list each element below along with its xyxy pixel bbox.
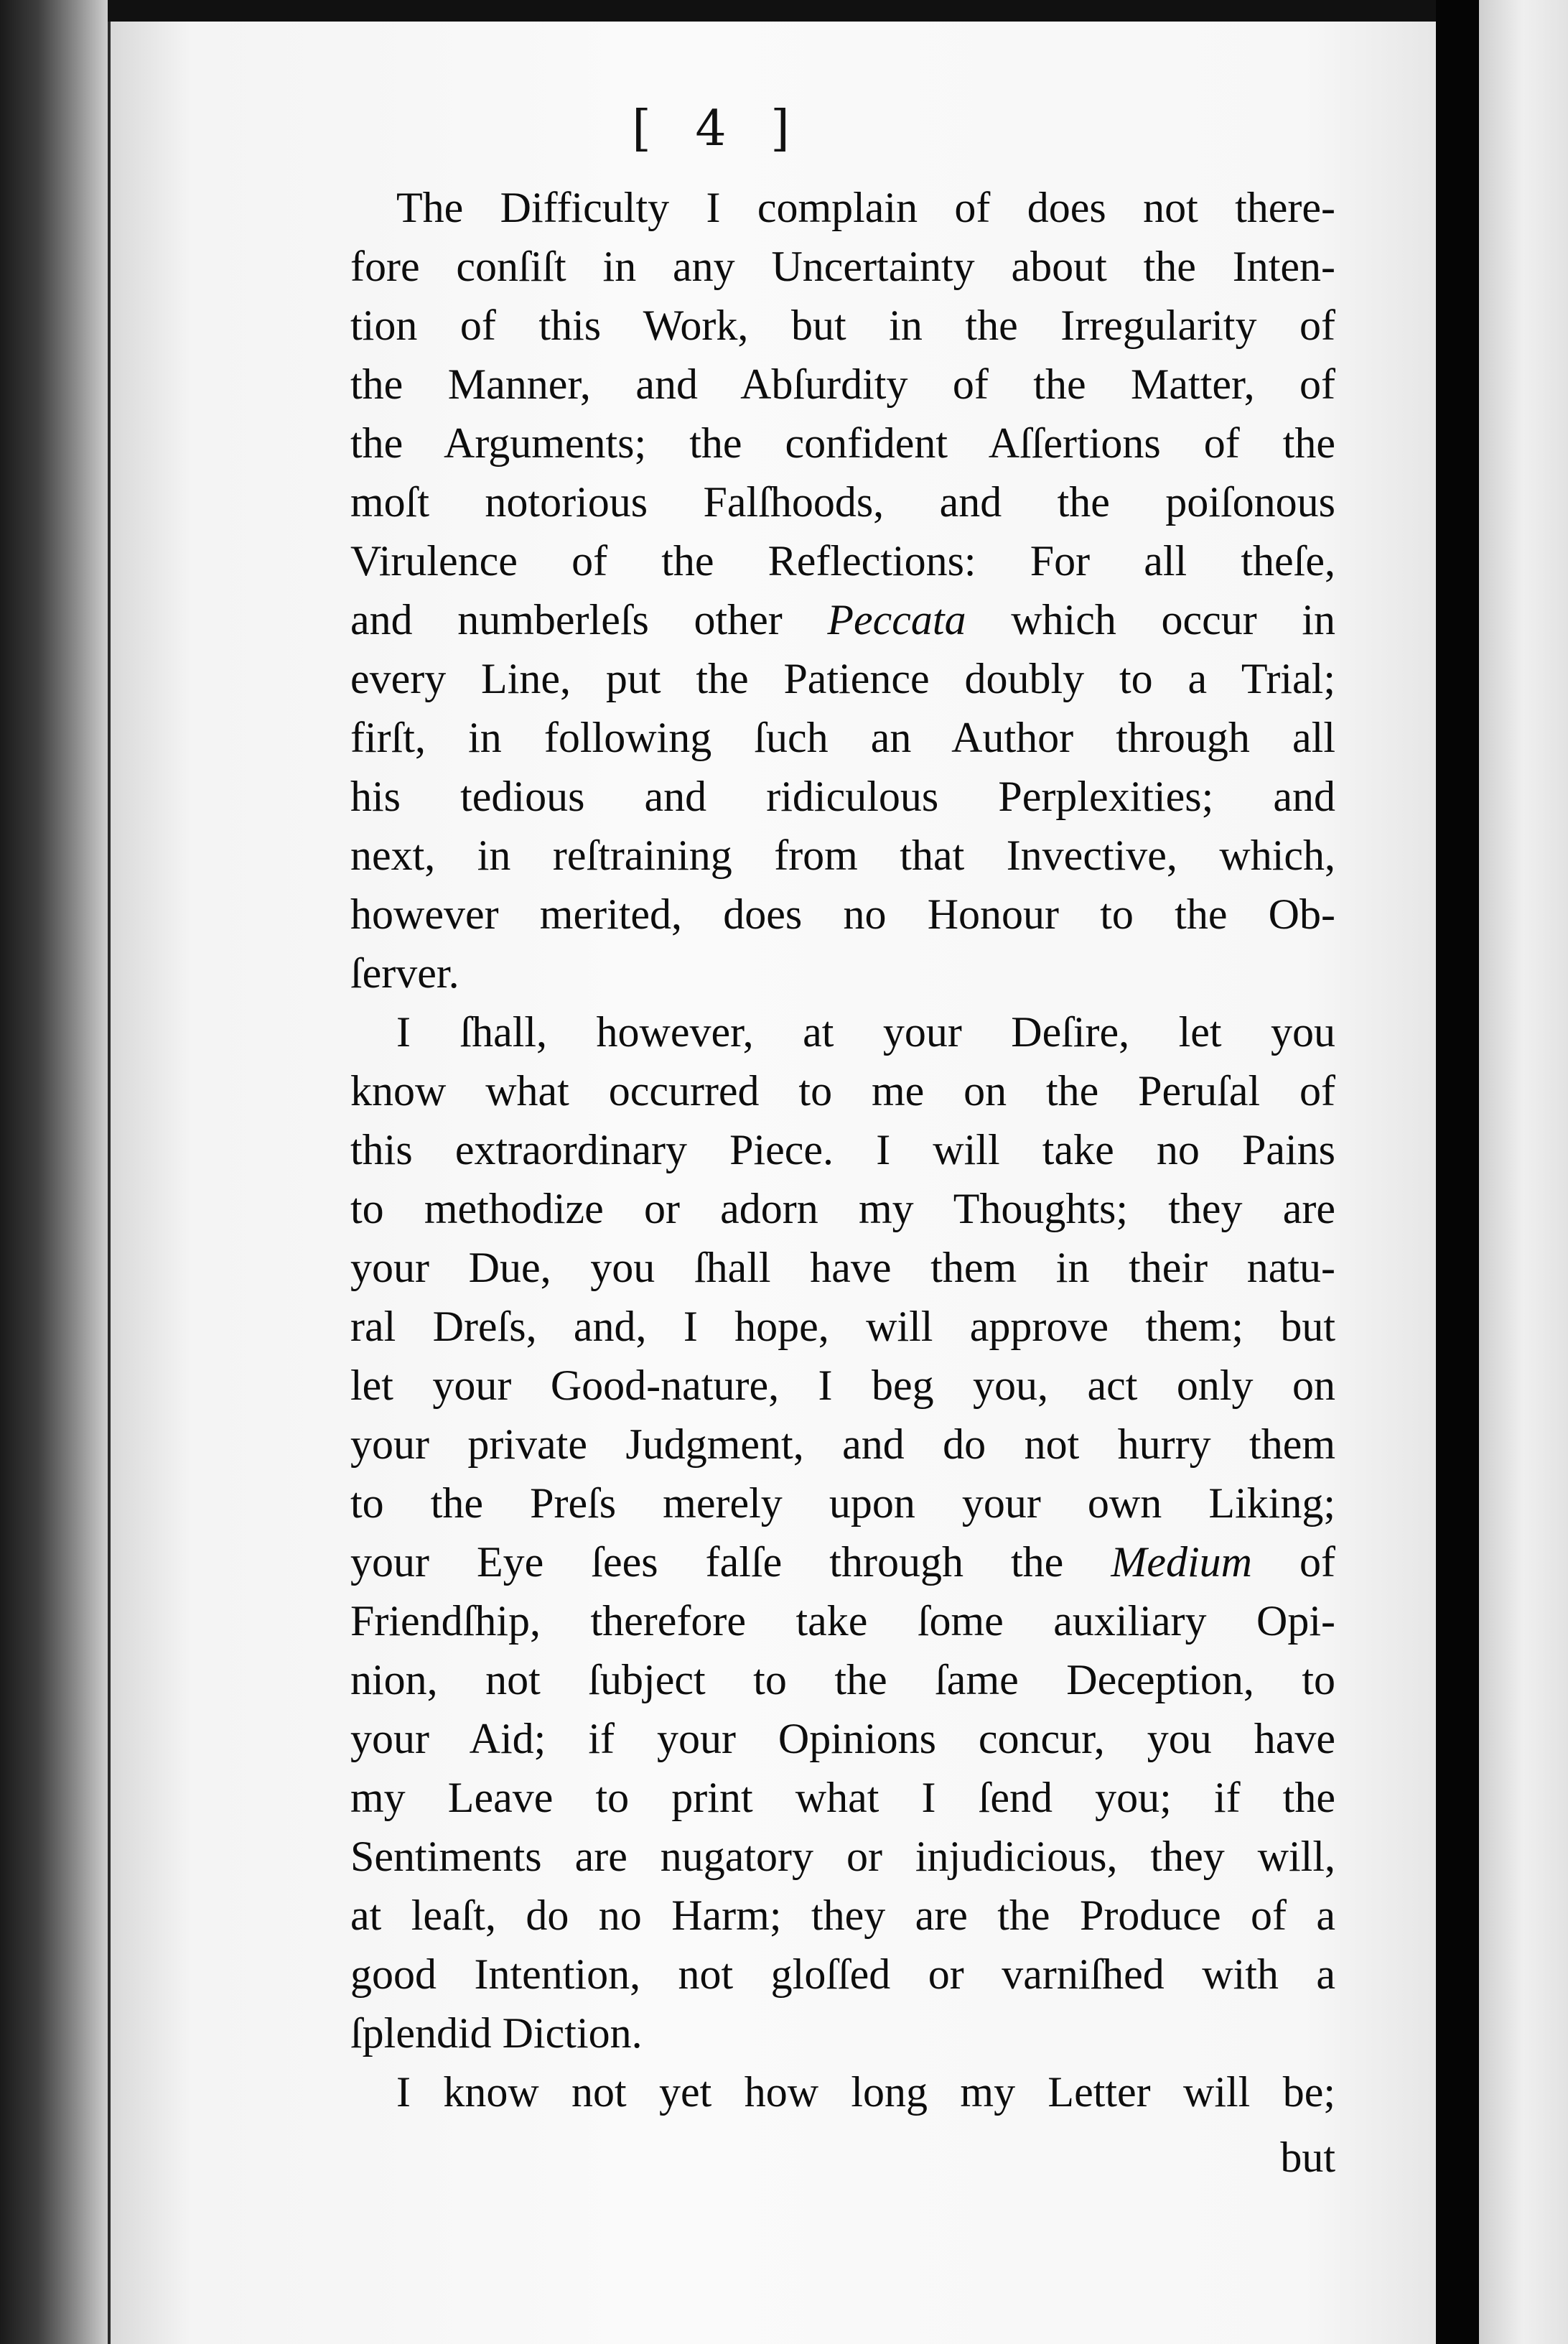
text-line: the Arguments; the confident Aſſertions of the — [350, 419, 1335, 467]
text-line: the Manner, and Abſurdity of the Matter, of — [350, 361, 1335, 408]
text-line: let your Good-nature, I beg you, act only on — [350, 1362, 1335, 1409]
text-line: I ſhall, however, at your Deſire, let you — [396, 1008, 1335, 1056]
text-line: Sentiments are nugatory or injudicious, they will, — [350, 1833, 1335, 1880]
text-line: Virulence of the Reflections: For all theſe, — [350, 537, 1335, 585]
book-spine-shadow — [0, 0, 108, 2344]
page-number: [ 4 ] — [632, 101, 804, 157]
text-line: moſt notorious Falſhoods, and the poiſonous — [350, 478, 1335, 526]
page-body-text — [350, 178, 1335, 2121]
text-line: every Line, put the Patience doubly to a Trial; — [350, 655, 1335, 702]
text-line: your Aid; if your Opinions concur, you have — [350, 1715, 1335, 1762]
gutter-shadow — [1436, 0, 1479, 2344]
text-line: tion of this Work, but in the Irregularity of — [350, 302, 1335, 349]
text-line: his tedious and ridiculous Perplexities; and — [350, 773, 1335, 820]
paragraph-3 — [350, 2062, 1335, 2121]
text-line: ral Dreſs, and, I hope, will approve them; but — [350, 1303, 1335, 1350]
text-line: however merited, does no Honour to the Ob- — [350, 890, 1335, 938]
text-line: your private Judgment, and do not hurry them — [350, 1420, 1335, 1468]
text-line: and numberleſs other Peccata which occur in — [350, 596, 1335, 643]
text-line: firſt, in following ſuch an Author through all — [350, 714, 1335, 761]
text-line: fore conſiſt in any Uncertainty about the Inten- — [350, 243, 1335, 290]
text-line: at leaſt, do no Harm; they are the Produce of a — [350, 1892, 1335, 1939]
text-line: my Leave to print what I ſend you; if the — [350, 1774, 1335, 1821]
text-line: ſplendid Diction. — [350, 2009, 643, 2057]
text-line: The Difficulty I complain of does not there- — [396, 184, 1335, 231]
adjacent-page-edge — [1479, 0, 1568, 2344]
text-line: your Due, you ſhall have them in their natu- — [350, 1244, 1335, 1291]
text-line: to the Preſs merely upon your own Liking; — [350, 1479, 1335, 1527]
text-line: this extraordinary Piece. I will take no Pains — [350, 1126, 1335, 1173]
text-line: ſerver. — [350, 949, 459, 997]
paragraph-1 — [350, 178, 1335, 1003]
text-line: good Intention, not gloſſed or varniſhed with a — [350, 1950, 1335, 1998]
text-line: I know not yet how long my Letter will be; — [396, 2068, 1335, 2116]
text-line: nion, not ſubject to the ſame Deception, to — [350, 1656, 1335, 1703]
text-line: know what occurred to me on the Peruſal of — [350, 1067, 1335, 1115]
catchword: but — [1280, 2134, 1335, 2181]
text-line: Friendſhip, therefore take ſome auxiliary Opi- — [350, 1597, 1335, 1645]
paragraph-2 — [350, 1003, 1335, 2062]
text-line: your Eye ſees falſe through the Medium of — [350, 1538, 1335, 1586]
text-line: next, in reſtraining from that Invective, which, — [350, 832, 1335, 879]
text-line: to methodize or adorn my Thoughts; they are — [350, 1185, 1335, 1232]
